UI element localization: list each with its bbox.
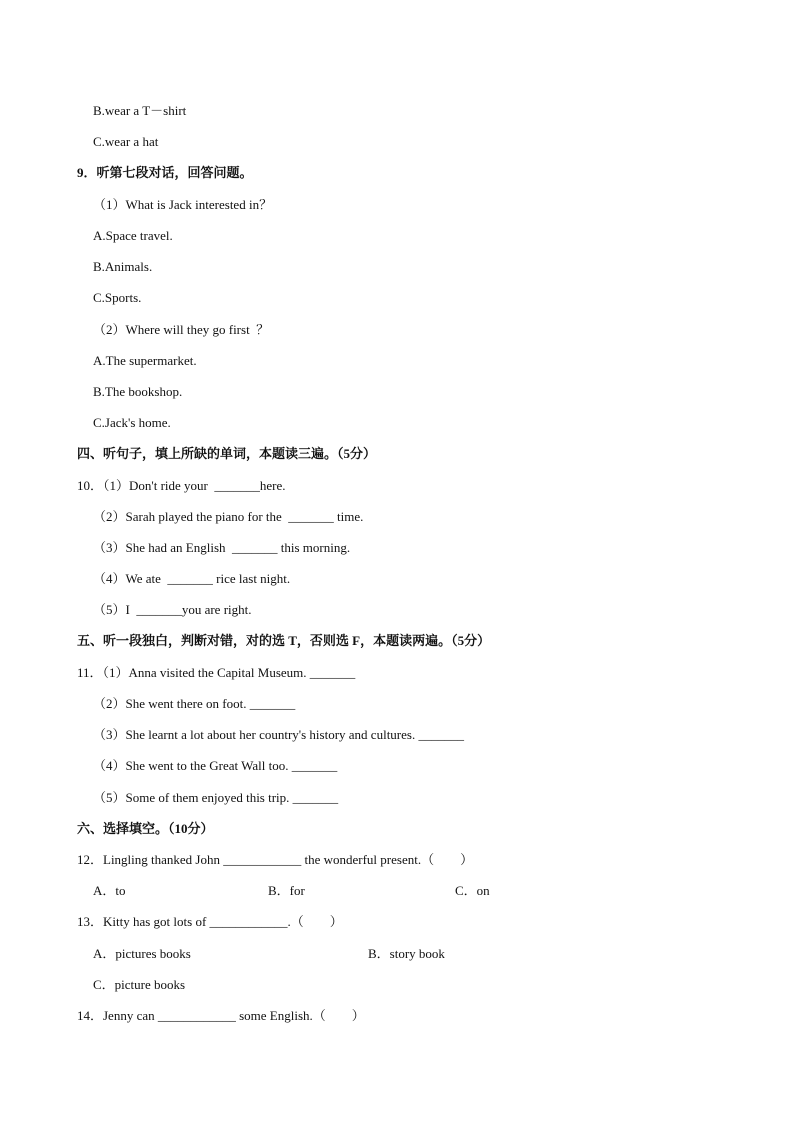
q12-option-c: C．on bbox=[455, 883, 490, 898]
q9-sub1: （1）What is Jack interested in？ bbox=[93, 197, 273, 212]
q12-option-b: B．for bbox=[268, 883, 305, 898]
q11-item-1: 11．（1）Anna visited the Capital Museum. _______ bbox=[77, 665, 356, 680]
q13-option-a: A．pictures books bbox=[93, 946, 191, 961]
q9-sub1-option-c: C.Sports. bbox=[93, 290, 142, 305]
section-5-title: 五、听一段独白，判断对错，对的选 T，否则选 F，本题读两遍。（5分） bbox=[77, 633, 491, 648]
q11-item-4: （4）She went to the Great Wall too. _______ bbox=[93, 758, 338, 773]
q12-stem: 12．Lingling thanked John ____________ the wonderful present.（ ） bbox=[77, 852, 474, 867]
q10-item-3: （3）She had an English _______ this morning. bbox=[93, 540, 351, 555]
q9-sub2-option-c: C.Jack's home. bbox=[93, 415, 171, 430]
q10-item-5: （5）I _______you are right. bbox=[93, 602, 252, 617]
q9-sub2-option-a: A.The supermarket. bbox=[93, 353, 197, 368]
q9-header: 9．听第七段对话，回答问题。 bbox=[77, 165, 253, 180]
section-4-title: 四、听句子，填上所缺的单词，本题读三遍。（5分） bbox=[77, 446, 377, 461]
q10-item-2: （2）Sarah played the piano for the _______ time. bbox=[93, 509, 364, 524]
q10-item-4: （4）We ate _______ rice last night. bbox=[93, 571, 291, 586]
q8-option-c: C.wear a hat bbox=[93, 134, 159, 149]
q9-sub1-option-a: A.Space travel. bbox=[93, 228, 173, 243]
q12-option-a: A．to bbox=[93, 883, 126, 898]
q11-item-5: （5）Some of them enjoyed this trip. _______ bbox=[93, 790, 339, 805]
q9-sub2-option-b: B.The bookshop. bbox=[93, 384, 183, 399]
q13-option-b: B．story book bbox=[368, 946, 445, 961]
section-6-title: 六、选择填空。（10分） bbox=[77, 821, 214, 836]
q11-item-2: （2）She went there on foot. _______ bbox=[93, 696, 296, 711]
q14-stem: 14．Jenny can ____________ some English.（ ） bbox=[77, 1008, 365, 1023]
q8-option-b: B.wear a T－shirt bbox=[93, 103, 187, 118]
q13-stem: 13．Kitty has got lots of ____________.（ ） bbox=[77, 914, 343, 929]
q9-sub1-option-b: B.Animals. bbox=[93, 259, 153, 274]
q13-option-c: C．picture books bbox=[93, 977, 186, 992]
q10-item-1: 10．（1）Don't ride your _______here. bbox=[77, 478, 286, 493]
q9-sub2: （2）Where will they go first ？ bbox=[93, 322, 270, 337]
q11-item-3: （3）She learnt a lot about her country's history and cultures. _______ bbox=[93, 727, 464, 742]
